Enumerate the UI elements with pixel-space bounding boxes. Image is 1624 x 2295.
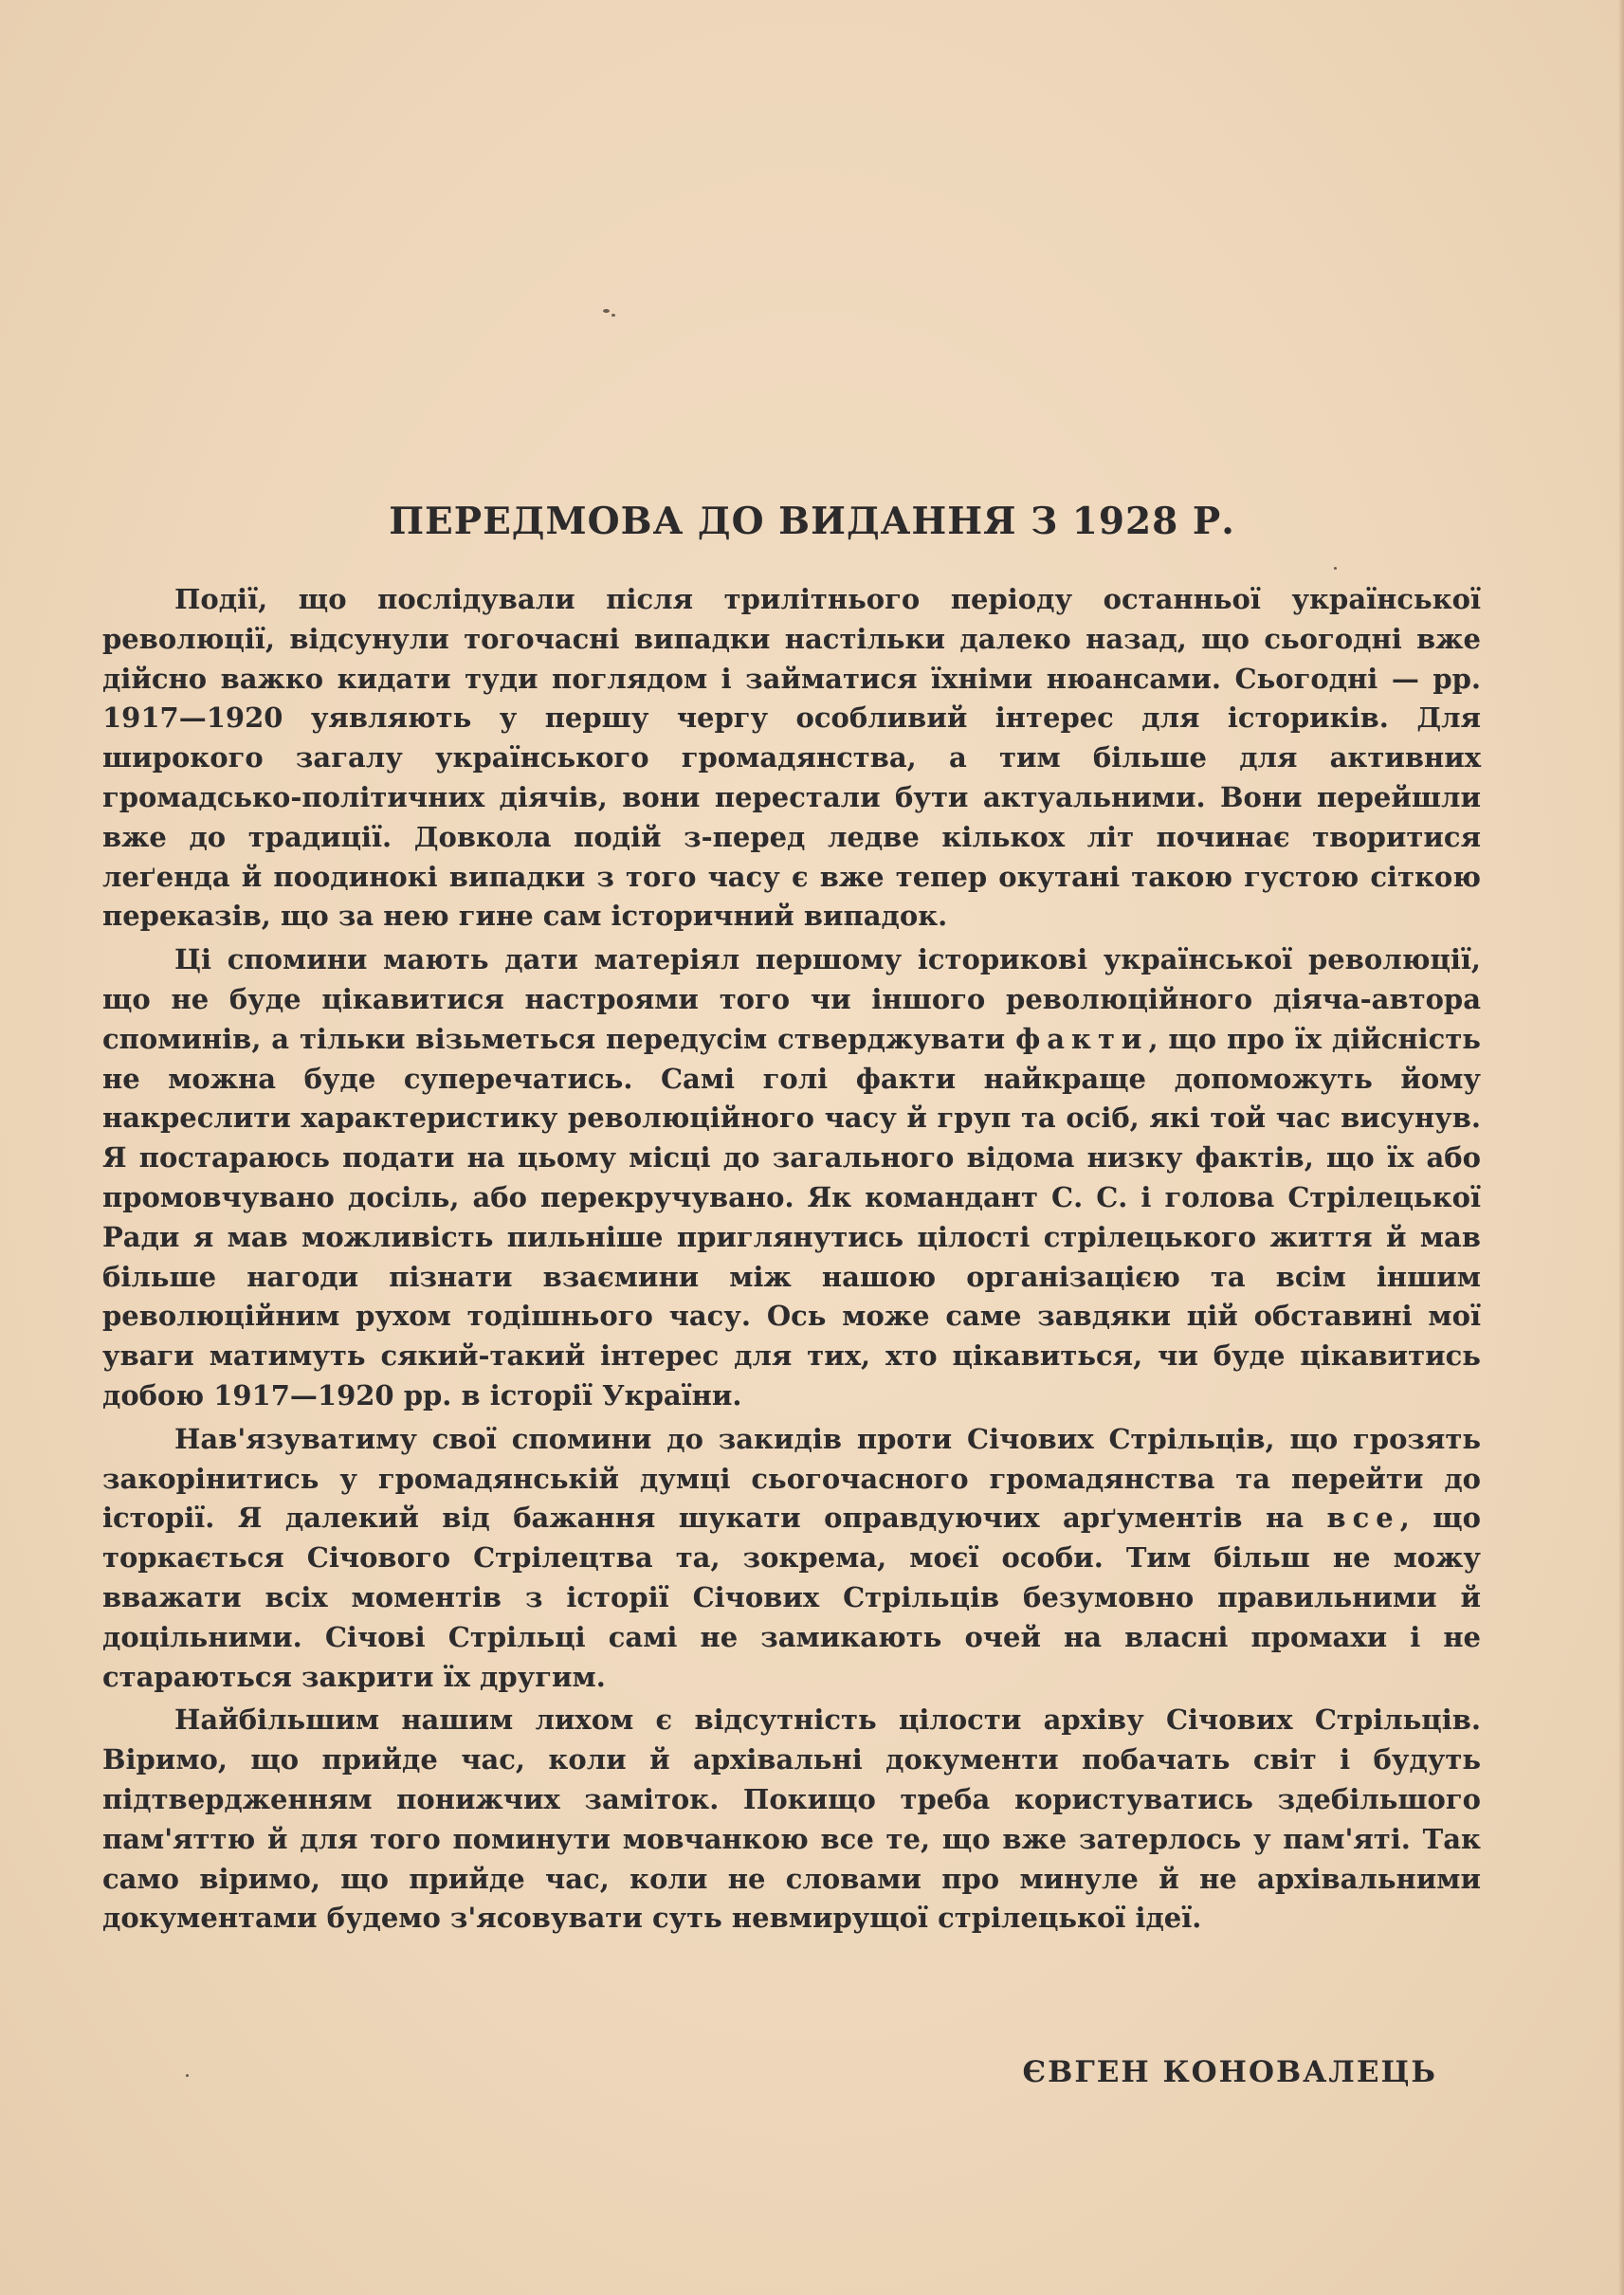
preface-body — [102, 580, 1481, 1939]
page-title: ПЕРЕДМОВА ДО ВИДАННЯ З 1928 Р. — [389, 500, 1235, 543]
paragraph-3 — [102, 1420, 1481, 1698]
paragraph-3-part-2: , що торкається Січового Стрілецтва та, зокрема, моєї особи. Тим більш не можу вважати всіх моментів з історії Січових Стрільців безумовно правильними й доцільними. Січові Стрільці самі не замикають очей на власні промахи і не стараються закрити їх другим. — [102, 1502, 1481, 1693]
author-signature: ЄВГЕН КОНОВАЛЕЦЬ — [1022, 2055, 1437, 2089]
ink-speck — [1334, 567, 1337, 570]
paragraph-2-part-1: Ці спомини мають дати матеріял першому історикові української революції, що не буде цікавитися настроями того чи іншого революційного діяча-автора споминів, а тільки візьметься передусім стверджувати — [102, 943, 1481, 1055]
ink-speck — [611, 314, 615, 317]
ink-speck — [603, 309, 610, 313]
paragraph-3-part-1: Нав'язуватиму свої спомини до закидів проти Січових Стрільців, що грозять закорінитись у громадянській думці сьогочасного громадянства та перейти до історії. Я далекий від бажання шукати оправдуючих арґументів на — [102, 1422, 1481, 1535]
paragraph-2 — [102, 940, 1481, 1416]
paragraph-2-part-2: , що про їх дійсність не можна буде суперечатись. Самі голі факти найкраще допоможуть йому накреслити характеристику революційного часу й груп та осіб, які той час висунув. Я постараюсь подати на цьому місці до загального відома низку фактів, що їх або промовчувано досіль, або перекручувано. Як командант С. С. і голова Стрілецької Ради я мав можливість пильніше приглянутись цілості стрілецького життя й мав більше нагоди пізнати взаємини між нашою організацією та всім іншим революційним рухом тодішнього часу. Ось може саме завдяки цій обставині мої уваги матимуть сякий-такий інтерес для тих, хто цікавиться, чи буде цікавитись добою 1917—1920 рр. в історії України. — [102, 1022, 1481, 1412]
ink-speck — [186, 2074, 189, 2077]
emphasized-word-all: все — [1326, 1502, 1400, 1535]
emphasized-word-facts: факти — [1015, 1022, 1149, 1055]
paragraph-4: Найбільшим нашим лихом є відсутність цілости архіву Січових Стрільців. Віримо, що прийде час, коли й архівальні документи побачать світ і будуть підтвердженням понижчих заміток. Покищо треба користуватись здебільшого пам'яттю й для того поминути мовчанкою все те, що вже затерлось у пам'яті. Так само віримо, що прийде час, коли не словами про минуле й не архівальними документами будемо з'ясовувати суть невмирущої стрілецької ідеї. — [102, 1703, 1481, 1935]
paragraph-1: Події, що послідували після трилітнього періоду останньої української революції, відсунули тогочасні випадки настільки далеко назад, що сьогодні вже дійсно важко кидати туди поглядом і займатися їхніми нюансами. Сьогодні — рр. 1917—1920 уявляють у першу чергу особливий інтерес для істориків. Для широкого загалу українського громадянства, а тим більше для активних громадсько-політичних діячів, вони перестали бути актуальними. Вони перейшли вже до традиції. Довкола подій з-перед ледве кількох літ починає творитися леґенда й поодинокі випадки з того часу є вже тепер окутані такою густою сіткою переказів, що за нею гине сам історичний випадок. — [102, 583, 1481, 933]
